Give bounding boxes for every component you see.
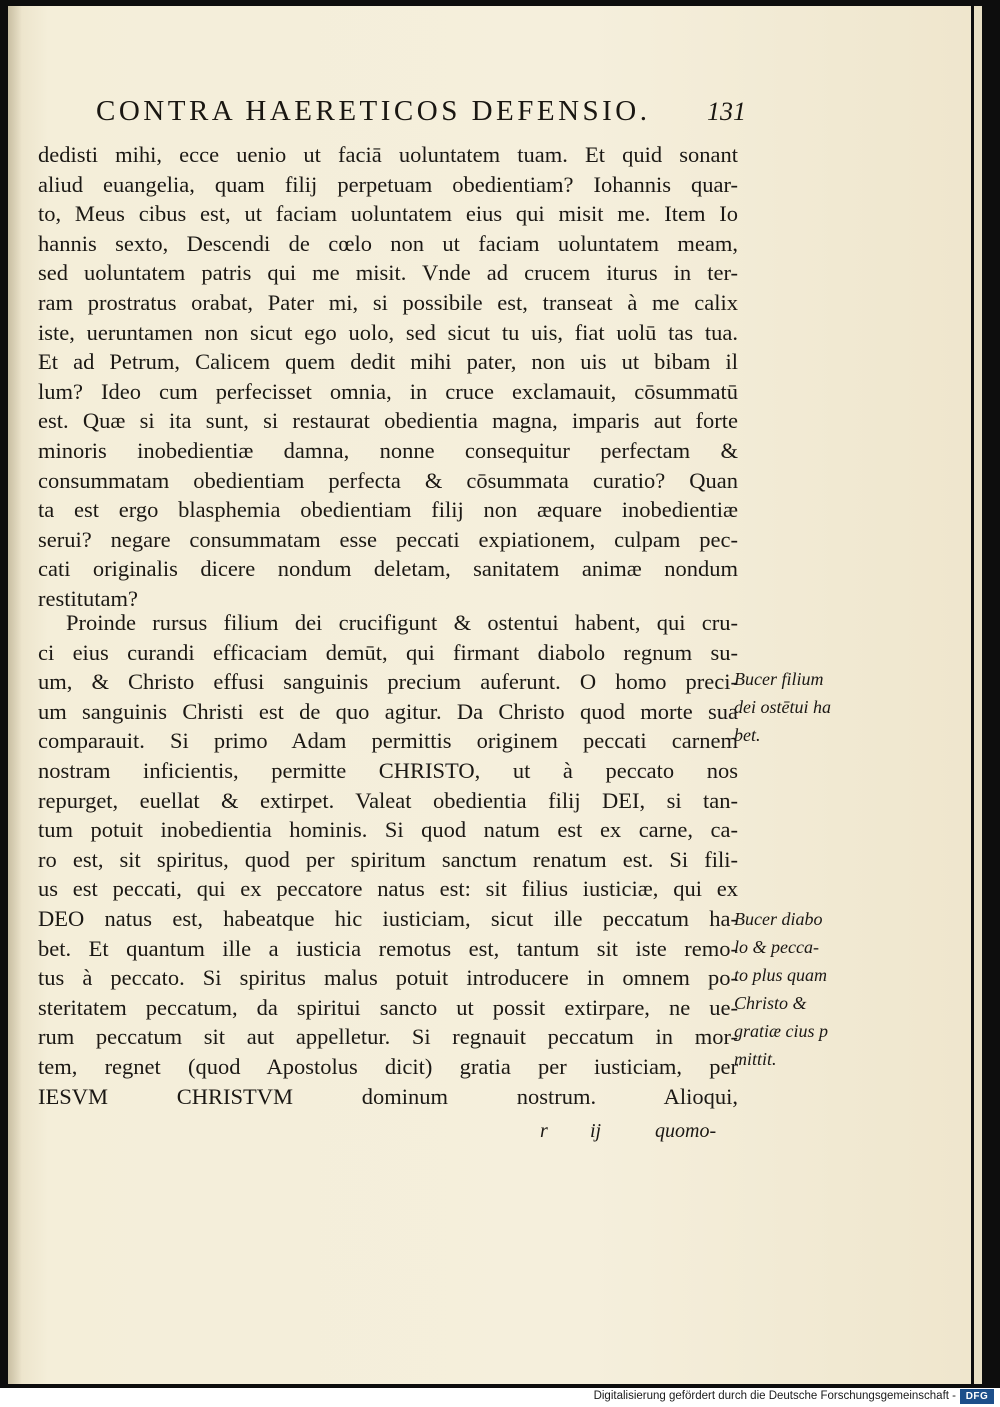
text-line: lum? Ideo cum perfecisset omnia, in cruce exclamauit, cōsummatū — [38, 378, 738, 404]
page-header — [96, 95, 746, 135]
text-line: to, Meus cibus est, ut faciam uoluntatem eius qui misit me. Item Io — [38, 201, 738, 227]
marginal-line: dei ostētui ha — [734, 697, 831, 717]
running-title: CONTRA HAERETICOS DEFENSIO. — [96, 95, 651, 127]
text-line: dedisti mihi, ecce uenio ut faciā uoluntatem tuam. Et quid sonant — [38, 142, 738, 167]
text-line: tem, regnet (quod Apostolus dicit) gratia per iusticiam, per — [38, 1053, 738, 1079]
dfg-logo[interactable]: DFG — [960, 1389, 994, 1404]
text-line: aliud euangelia, quam filij perpetuam obedientiam? Iohannis quar- — [38, 171, 738, 197]
catchline — [540, 1120, 720, 1148]
funding-notice: Digitalisierung gefördert durch die Deutsche Forschungsgemeinschaft - — [593, 1390, 956, 1402]
text-line: DEO natus est, habeatque hic iusticiam, sicut ille peccatum ha- — [38, 905, 738, 931]
text-line: restitutam? — [38, 585, 138, 611]
text-line: tum potuit inobedientia hominis. Si quod natum est ex carne, ca- — [38, 817, 738, 843]
text-line: nostram inficientis, permitte CHRISTO, ut à peccato nos — [38, 757, 738, 783]
marginal-line: Bucer filium — [734, 669, 824, 689]
text-line: Et ad Petrum, Calicem quem dedit mihi pater, non uis ut bibam il — [38, 349, 738, 375]
text-line: um, & Christo effusi sanguinis precium auferunt. O homo preci- — [38, 669, 738, 695]
text-line: tus à peccato. Si spiritus malus potuit introducere in omnem po- — [38, 965, 738, 991]
text-line: est. Quæ si ita sunt, si restaurat obedientia magna, imparis aut forte — [38, 408, 738, 434]
footer-bar — [0, 1388, 1000, 1407]
text-line: us est peccati, qui ex peccatore natus est: sit filius iusticiæ, qui ex — [38, 876, 738, 902]
marginal-line: gratiæ cius p — [734, 1021, 829, 1041]
paragraph-2 — [38, 608, 738, 1111]
signature-number: ij — [590, 1120, 602, 1142]
text-line: cati originalis dicere nondum deletam, sanitatem animæ nondum — [38, 556, 738, 582]
marginal-line: lo & pecca- — [734, 937, 819, 957]
text-line: bet. Et quantum ille a iusticia remotus est, tantum sit iste remo- — [38, 935, 738, 961]
text-line: ta est ergo blasphemia obedientiam filij non æquare inobedientiæ — [38, 497, 738, 523]
text-line: sed uoluntatem patris qui me misit. Vnde ad crucem iturus in ter- — [38, 260, 738, 286]
text-line: steritatem peccatum, da spiritui sancto ut possit extirpare, ne ue- — [38, 994, 738, 1020]
marginal-line: to plus quam — [734, 965, 828, 985]
catchword: quomo- — [655, 1120, 717, 1142]
text-line: repurget, euellat & extirpet. Valeat obedientia filij DEI, si tan- — [38, 787, 738, 813]
text-line: ci eius curandi efficaciam demūt, qui firmant diabolo regnum su- — [38, 639, 738, 665]
marginal-line: bet. — [734, 725, 761, 745]
text-line: rum peccatum sit aut appelletur. Si regnauit peccatum in mor- — [38, 1024, 738, 1050]
text-line: minoris inobedientiæ damna, nonne consequitur perfectam & — [38, 437, 738, 463]
text-line: hannis sexto, Descendi de cœlo non ut faciam uoluntatem meam, — [38, 230, 738, 256]
marginal-note-2 — [734, 905, 854, 1073]
text-line: comparauit. Si primo Adam permittis originem peccati carnem — [38, 728, 738, 754]
text-line: consummatam obedientiam perfecta & cōsummata curatio? Quan — [38, 467, 738, 493]
page-spine-shadow — [8, 6, 22, 1384]
text-line: IESVM CHRISTVM dominum nostrum. Alioqui, — [38, 1083, 738, 1109]
page-edge — [974, 6, 982, 1384]
signature-mark: r — [540, 1120, 548, 1142]
marginal-line: mittit. — [734, 1049, 777, 1069]
text-line: ram prostratus orabat, Pater mi, si possibile est, transeat à me calix — [38, 289, 738, 315]
text-line: Proinde rursus filium dei crucifigunt & ostentui habent, qui cru- — [66, 610, 738, 635]
marginal-line: Christo & — [734, 993, 807, 1013]
text-line: serui? negare consummatam esse peccati expiationem, culpam pec- — [38, 526, 738, 552]
text-line: um sanguinis Christi est de quo agitur. Da Christo quod morte sua — [38, 698, 738, 724]
marginal-line: Bucer diabo — [734, 909, 823, 929]
paragraph-1 — [38, 140, 738, 614]
marginal-note-1 — [734, 665, 854, 749]
text-line: ro est, sit spiritus, quod per spiritum sanctum renatum est. Si fili- — [38, 846, 738, 872]
text-line: iste, ueruntamen non sicut ego uolo, sed sicut tu uis, fiat uolū tas tua. — [38, 319, 738, 345]
page-number: 131 — [707, 97, 746, 126]
